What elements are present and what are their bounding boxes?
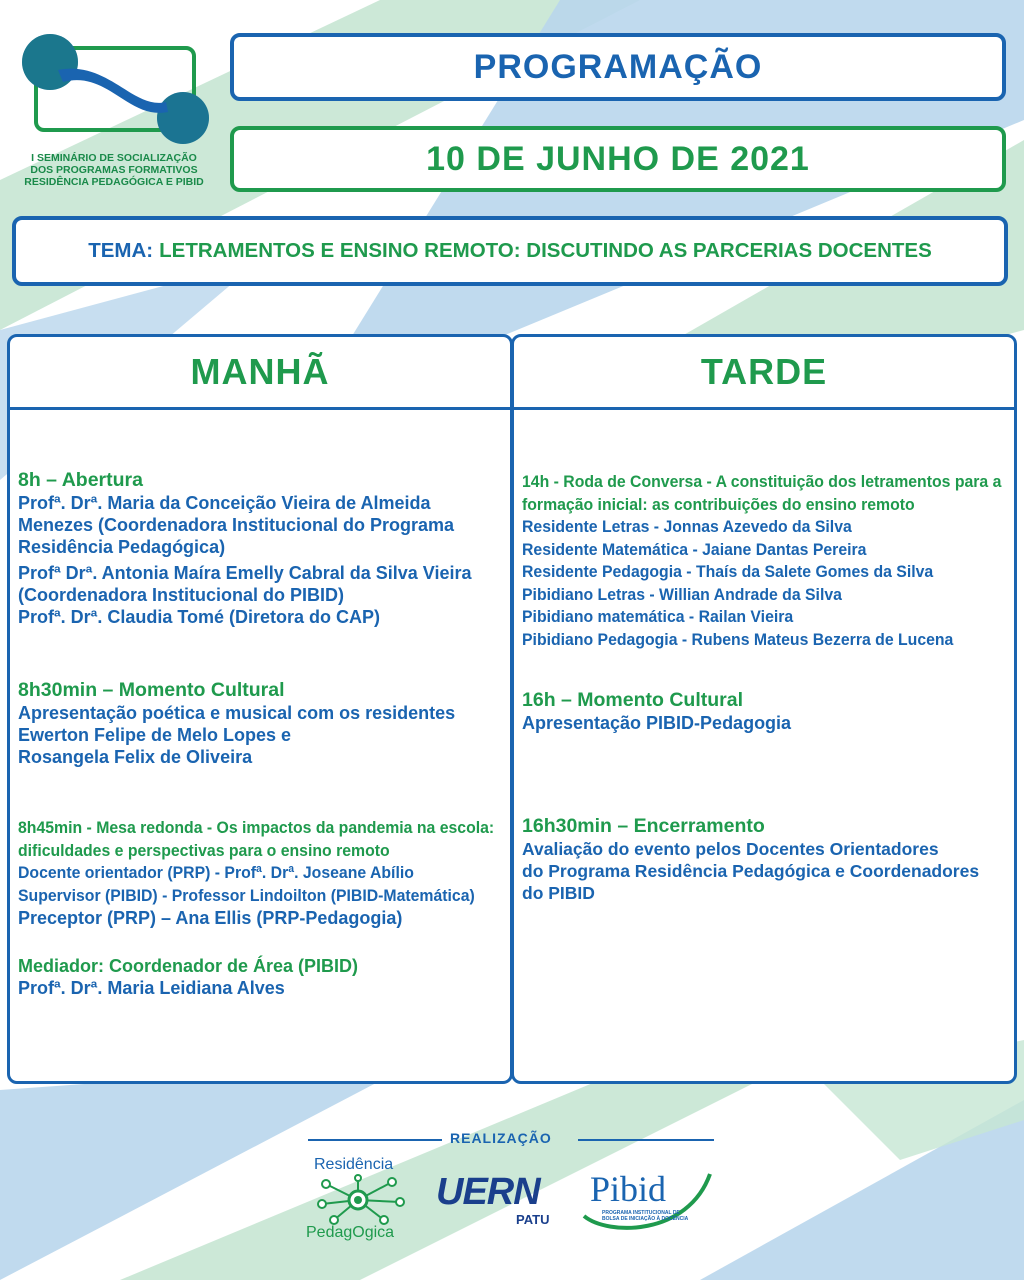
session-title: 8h – Abertura bbox=[18, 469, 143, 491]
morning-session-mediator bbox=[18, 955, 506, 999]
page-title: PROGRAMAÇÃO bbox=[230, 33, 1006, 101]
theme-label: TEMA: bbox=[88, 239, 154, 262]
session-line: Docente orientador (PRP) - Profª. Drª. Joseane Abílio bbox=[18, 863, 414, 882]
afternoon-session-conversation bbox=[522, 471, 1010, 651]
session-line: Residência Pedagógica) bbox=[18, 537, 226, 557]
morning-column bbox=[7, 334, 513, 1084]
event-date: 10 DE JUNHO DE 2021 bbox=[230, 126, 1006, 192]
theme-box bbox=[12, 216, 1008, 286]
session-line: Residente Matemática - Jaiane Dantas Pereira bbox=[522, 539, 867, 559]
pibid-subtitle-line: BOLSA DE INICIAÇÃO À DOCÊNCIA bbox=[602, 1216, 689, 1222]
logo-line: DOS PROGRAMAS FORMATIVOS bbox=[30, 164, 198, 176]
pibid-wordmark: Pibid bbox=[590, 1169, 667, 1209]
session-line: Supervisor (PIBID) - Professor Lindoilton (PIBID-Matemática) bbox=[18, 885, 475, 905]
afternoon-column bbox=[511, 334, 1017, 1084]
session-line: Profª. Drª. Maria da Conceição Vieira de Almeida bbox=[18, 493, 431, 513]
session-line: Menezes (Coordenadora Institucional do Programa bbox=[18, 515, 455, 535]
divider bbox=[308, 1139, 442, 1141]
session-line: do PIBID bbox=[522, 883, 595, 903]
uern-logo bbox=[436, 1172, 564, 1232]
rp-logo-bottom: PedagOgica bbox=[306, 1224, 395, 1241]
uern-wordmark: UERN bbox=[436, 1171, 540, 1213]
afternoon-session-cultural bbox=[522, 689, 1010, 734]
afternoon-heading: TARDE bbox=[514, 337, 1014, 410]
session-line: Pibidiano Pedagogia - Rubens Mateus Bezerra de Lucena bbox=[522, 629, 954, 649]
session-line: Apresentação poética e musical com os residentes bbox=[18, 703, 456, 723]
session-line: Pibidiano matemática - Railan Vieira bbox=[522, 607, 794, 626]
residencia-pedagogica-logo bbox=[306, 1156, 430, 1248]
realization-bar bbox=[0, 1120, 1024, 1160]
event-logo bbox=[18, 30, 213, 150]
session-line: Preceptor (PRP) – Ana Ellis (PRP-Pedagogia) bbox=[18, 908, 403, 928]
pibid-subtitle-line: PROGRAMA INSTITUCIONAL DE bbox=[602, 1210, 680, 1216]
session-line: Pibidiano Letras - Willian Andrade da Silva bbox=[522, 584, 842, 604]
session-title: 16h30min – Encerramento bbox=[522, 815, 765, 837]
session-title: 16h – Momento Cultural bbox=[522, 689, 744, 711]
session-line: Profª Drª. Antonia Maíra Emelly Cabral da Silva Vieira bbox=[18, 563, 472, 583]
session-line: do Programa Residência Pedagógica e Coordenadores bbox=[522, 861, 980, 881]
event-logo-text bbox=[18, 152, 210, 188]
session-title: 8h45min - Mesa redonda - Os impactos da pandemia na escola: bbox=[18, 818, 495, 837]
morning-heading: MANHÃ bbox=[10, 337, 510, 410]
logo-line: I SEMINÁRIO DE SOCIALIZAÇÃO bbox=[31, 152, 197, 164]
divider bbox=[578, 1139, 714, 1141]
session-title: formação inicial: as contribuições do ensino remoto bbox=[522, 494, 915, 514]
morning-session-cultural bbox=[18, 679, 506, 768]
realization-label: REALIZAÇÃO bbox=[450, 1130, 552, 1146]
network-icon bbox=[312, 1174, 412, 1226]
session-title: 14h - Roda de Conversa - A constituição dos letramentos para a bbox=[522, 472, 1002, 491]
session-title: Mediador: Coordenador de Área (PIBID) bbox=[18, 956, 359, 976]
session-line: Residente Letras - Jonnas Azevedo da Silva bbox=[522, 517, 852, 536]
morning-session-opening bbox=[18, 469, 506, 628]
session-line: Rosangela Felix de Oliveira bbox=[18, 747, 253, 767]
session-line: Residente Pedagogia - Thaís da Salete Gomes da Silva bbox=[522, 562, 934, 581]
logo-line: RESIDÊNCIA PEDAGÓGICA E PIBID bbox=[24, 176, 204, 188]
session-line: Profª. Drª. Maria Leidiana Alves bbox=[18, 978, 285, 998]
pibid-subtitle bbox=[602, 1210, 688, 1222]
rp-logo-top: Residência bbox=[314, 1156, 394, 1173]
session-line: Ewerton Felipe de Melo Lopes e bbox=[18, 725, 292, 745]
session-line: Profª. Drª. Claudia Tomé (Diretora do CAP) bbox=[18, 607, 381, 627]
session-line: Apresentação PIBID-Pedagogia bbox=[522, 713, 792, 733]
afternoon-session-closing bbox=[522, 815, 1010, 904]
session-line: Avaliação do evento pelos Docentes Orientadores bbox=[522, 839, 939, 859]
morning-session-roundtable bbox=[18, 817, 506, 929]
session-title: 8h30min – Momento Cultural bbox=[18, 679, 285, 701]
session-title: dificuldades e perspectivas para o ensino remoto bbox=[18, 840, 390, 860]
session-line: (Coordenadora Institucional do PIBID) bbox=[18, 585, 345, 605]
theme-text: LETRAMENTOS E ENSINO REMOTO: DISCUTINDO AS PARCERIAS DOCENTES bbox=[159, 239, 932, 262]
uern-campus: PATU bbox=[516, 1212, 550, 1227]
pibid-logo bbox=[578, 1164, 718, 1238]
